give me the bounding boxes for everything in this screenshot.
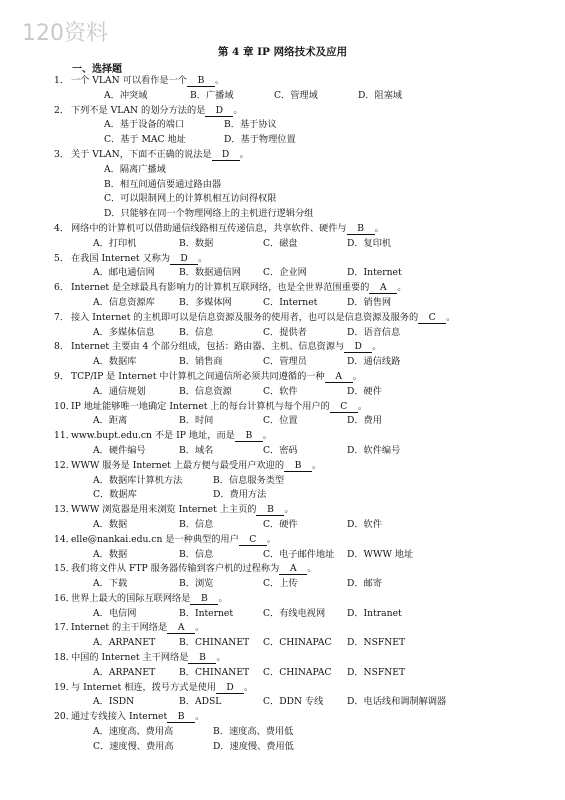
answer-blank: B xyxy=(187,75,215,87)
option: C．软件 xyxy=(263,385,298,397)
question-stem xyxy=(0,370,565,385)
option: B．数据通信网 xyxy=(179,267,241,279)
option-row xyxy=(0,577,565,592)
question-number: 18． xyxy=(54,652,75,664)
question-stem xyxy=(0,503,565,518)
question-number: 2． xyxy=(54,104,70,116)
option-row xyxy=(0,326,565,341)
option: A．ISDN xyxy=(93,696,135,708)
question-number: 19． xyxy=(54,681,75,693)
question-end: 。 xyxy=(284,504,294,516)
page-title: 第 4 章 IP 网络技术及应用 xyxy=(217,46,348,58)
option: C．硬件 xyxy=(263,518,298,530)
option-row xyxy=(0,192,565,207)
question-list xyxy=(0,74,565,755)
option-row xyxy=(0,548,565,563)
answer-blank: B xyxy=(190,593,218,605)
option: D．硬件 xyxy=(347,385,382,397)
question-stem xyxy=(0,340,565,355)
question-end: 。 xyxy=(307,563,317,575)
question-number: 10． xyxy=(54,400,75,412)
answer-blank: B xyxy=(284,460,312,472)
option: A．打印机 xyxy=(93,237,137,249)
question-text: 我们将文件从 FTP 服务器传输到客户机的过程称为 xyxy=(71,563,280,575)
option: B．相互间通信要通过路由器 xyxy=(104,178,222,190)
answer-blank: C xyxy=(330,401,358,413)
question-end: 。 xyxy=(446,311,456,323)
option: D．邮寄 xyxy=(347,578,382,590)
option: B．数据 xyxy=(179,237,214,249)
question-text: elle@nankai.edu.cn 是一种典型的用户 xyxy=(71,533,239,545)
question-stem xyxy=(0,222,565,237)
option-row xyxy=(0,266,565,281)
option: C．Internet xyxy=(263,296,318,308)
option: B．Internet xyxy=(179,607,234,619)
option: B．浏览 xyxy=(179,578,214,590)
option: A．邮电通信网 xyxy=(93,267,155,279)
option: C．上传 xyxy=(263,578,298,590)
option: A．电信网 xyxy=(93,607,137,619)
question-number: 17． xyxy=(54,622,75,634)
question-stem xyxy=(0,311,565,326)
question-text: Internet 的主干网络是 xyxy=(71,622,168,634)
option: C．密码 xyxy=(263,444,298,456)
answer-blank: D xyxy=(212,149,240,161)
question-number: 14． xyxy=(54,533,75,545)
option: D．费用 xyxy=(347,415,382,427)
question-number: 20． xyxy=(54,711,75,723)
option: B．销售商 xyxy=(179,356,223,368)
option: D．费用方法 xyxy=(213,489,267,501)
question-text: Internet 是全球最具有影响力的计算机互联网络，也是全世界范围重要的 xyxy=(71,282,370,294)
option: D．NSFNET xyxy=(347,637,406,649)
question-stem xyxy=(0,400,565,415)
option-row xyxy=(0,178,565,193)
question-text: Internet 主要由 4 个部分组成，包括：路由器、主机、信息资源与 xyxy=(71,341,345,353)
option-row xyxy=(0,385,565,400)
question-end: 。 xyxy=(195,622,205,634)
question-stem xyxy=(0,710,565,725)
question-number: 13． xyxy=(54,504,75,516)
option: C．CHINAPAC xyxy=(263,637,332,649)
option: C．DDN 专线 xyxy=(263,696,324,708)
question-end: 。 xyxy=(218,592,228,604)
question-number: 16． xyxy=(54,592,75,604)
option-row xyxy=(0,607,565,622)
question-end: 。 xyxy=(352,370,362,382)
option: A．数据库计算机方法 xyxy=(93,474,183,486)
option: B．CHINANET xyxy=(179,666,250,678)
option-row xyxy=(0,695,565,710)
option-row xyxy=(0,740,565,755)
section-title: 一、选择题 xyxy=(72,64,122,75)
option-row xyxy=(0,133,565,148)
option: B．广播域 xyxy=(190,89,234,101)
option: A．数据 xyxy=(93,548,128,560)
option: B．信息 xyxy=(179,548,214,560)
answer-blank: B xyxy=(235,430,263,442)
question-text: 通过专线接入 Internet xyxy=(71,711,168,723)
option: D．只能够在同一个物理网络上的主机进行逻辑分组 xyxy=(104,208,314,220)
option: D．软件编号 xyxy=(347,444,401,456)
option-row xyxy=(0,296,565,311)
option: D．基于物理位置 xyxy=(224,134,296,146)
option: D．复印机 xyxy=(347,237,392,249)
question-stem xyxy=(0,74,565,89)
question-text: 在我国 Internet 又称为 xyxy=(71,252,171,264)
answer-blank: C xyxy=(239,534,267,546)
option: C．管理员 xyxy=(263,356,307,368)
option: D．阻塞域 xyxy=(358,89,403,101)
option-row xyxy=(0,518,565,533)
question-end: 。 xyxy=(312,459,322,471)
question-stem xyxy=(0,592,565,607)
option: C．提供者 xyxy=(263,326,307,338)
option: D．软件 xyxy=(347,518,382,530)
question-end: 。 xyxy=(357,400,367,412)
option: C．速度慢、费用高 xyxy=(93,740,174,752)
option: B．多媒体网 xyxy=(179,296,232,308)
question-number: 15． xyxy=(54,563,75,575)
option-row xyxy=(0,89,565,104)
question-number: 11． xyxy=(54,430,75,442)
answer-blank: D xyxy=(344,341,372,353)
option: B．时间 xyxy=(179,415,214,427)
question-text: WWW 浏览器是用来浏览 Internet 上主页的 xyxy=(71,504,257,516)
option-row xyxy=(0,355,565,370)
question-number: 8． xyxy=(54,341,70,353)
question-end: 。 xyxy=(239,148,249,160)
option: D．WWW 地址 xyxy=(347,548,414,560)
option: A．信息资源库 xyxy=(93,296,155,308)
question-number: 1． xyxy=(54,75,70,86)
question-end: 。 xyxy=(198,252,208,264)
question-end: 。 xyxy=(195,711,205,723)
question-stem xyxy=(0,459,565,474)
question-text: 下列不是 VLAN 的划分方法的是 xyxy=(71,104,206,116)
option: C．位置 xyxy=(263,415,298,427)
question-stem xyxy=(0,281,565,296)
option: B．基于协议 xyxy=(224,119,277,131)
option: D．语音信息 xyxy=(347,326,401,338)
option: B．ADSL xyxy=(179,696,222,708)
option-row xyxy=(0,474,565,489)
option: D．通信线路 xyxy=(347,356,401,368)
option-row xyxy=(0,207,565,222)
question-text: 接入 Internet 的主机即可以是信息资源及服务的使用者，也可以是信息资源及服务的 xyxy=(71,311,419,323)
question-number: 4． xyxy=(54,222,70,234)
option: C．数据库 xyxy=(93,489,137,501)
answer-blank: B xyxy=(256,504,284,516)
option: A．ARPANET xyxy=(93,666,156,678)
option: A．数据 xyxy=(93,518,128,530)
option: C．管理域 xyxy=(274,89,318,101)
question-end: 。 xyxy=(262,430,273,442)
option: A．多媒体信息 xyxy=(93,326,155,338)
option: D．速度慢、费用低 xyxy=(213,740,294,752)
option: A．通信规划 xyxy=(93,385,146,397)
option: B．域名 xyxy=(179,444,214,456)
option: A．速度高、费用高 xyxy=(93,726,174,738)
question-number: 12． xyxy=(54,459,75,471)
option-row xyxy=(0,444,565,459)
question-text: 世界上最大的国际互联网络是 xyxy=(71,592,191,604)
option-row xyxy=(0,163,565,178)
option-row xyxy=(0,237,565,252)
option: B．信息 xyxy=(179,326,214,338)
question-text: 关于 VLAN，下面不正确的说法是 xyxy=(71,148,212,160)
option: A．数据库 xyxy=(93,356,137,368)
question-stem xyxy=(0,562,565,577)
option: D．销售网 xyxy=(347,296,392,308)
answer-blank: B xyxy=(167,711,195,723)
answer-blank: A xyxy=(167,622,195,634)
question-text: IP 地址能够唯一地确定 Internet 上的每台计算机与每个用户的 xyxy=(71,400,330,412)
answer-blank: A xyxy=(369,282,397,294)
question-number: 9． xyxy=(54,370,70,382)
question-stem xyxy=(0,148,565,163)
question-number: 3． xyxy=(54,148,70,160)
option: B．信息 xyxy=(179,518,214,530)
answer-blank: C xyxy=(418,312,446,324)
option: A．ARPANET xyxy=(93,637,156,649)
watermark-logo: 120资料 xyxy=(22,21,108,46)
question-text: 中国的 Internet 主干网络是 xyxy=(71,652,189,664)
option-row xyxy=(0,725,565,740)
question-number: 7． xyxy=(54,311,70,323)
option: C．电子邮件地址 xyxy=(263,548,335,560)
option: A．距离 xyxy=(93,415,128,427)
question-end: 。 xyxy=(374,222,384,234)
answer-blank: B xyxy=(188,652,216,664)
option: D．NSFNET xyxy=(347,666,406,678)
option: C．有线电视网 xyxy=(263,607,326,619)
question-text: 一个 VLAN 可以看作是一个 xyxy=(71,75,187,86)
question-text: www.bupt.edu.cn 不是 IP 地址，而是 xyxy=(71,430,235,442)
question-end: 。 xyxy=(214,75,225,86)
question-end: 。 xyxy=(266,533,276,545)
question-stem xyxy=(0,651,565,666)
option: A．下载 xyxy=(93,578,128,590)
option-row xyxy=(0,118,565,133)
question-stem xyxy=(0,104,565,119)
answer-blank: D xyxy=(205,105,233,117)
question-end: 。 xyxy=(233,104,243,116)
option: C．CHINAPAC xyxy=(263,666,332,678)
answer-blank: B xyxy=(347,223,375,235)
question-stem xyxy=(0,252,565,267)
question-end: 。 xyxy=(372,341,382,353)
option: B．信息资源 xyxy=(179,385,232,397)
question-text: TCP/IP 是 Internet 中计算机之间通信所必须共同遵循的一种 xyxy=(71,370,325,382)
question-stem xyxy=(0,621,565,636)
question-end: 。 xyxy=(244,681,254,693)
question-text: 网络中的计算机可以借助通信线路相互传递信息，共享软件、硬件与 xyxy=(71,222,347,234)
answer-blank: D xyxy=(216,682,244,694)
option-row xyxy=(0,414,565,429)
question-end: 。 xyxy=(216,652,226,664)
question-number: 5． xyxy=(54,252,70,264)
option: A．隔离广播域 xyxy=(104,163,166,175)
option-row xyxy=(0,666,565,681)
option: D．Intranet xyxy=(347,607,402,619)
option: B．速度高、费用低 xyxy=(213,726,294,738)
answer-blank: A xyxy=(279,563,307,575)
option: D．电话线和调制解调器 xyxy=(347,696,447,708)
answer-blank: A xyxy=(325,371,353,383)
option: D．Internet xyxy=(347,267,402,279)
option: C．磁盘 xyxy=(263,237,298,249)
option: A．硬件编号 xyxy=(93,444,146,456)
option: B．信息服务类型 xyxy=(213,474,285,486)
option: C．可以限制网上的计算机相互访问得权限 xyxy=(104,193,277,205)
option: A．基于设备的端口 xyxy=(104,119,185,131)
question-text: 与 Internet 相连，拨号方式是使用 xyxy=(71,681,217,693)
question-stem xyxy=(0,429,565,444)
question-stem xyxy=(0,533,565,548)
question-stem xyxy=(0,681,565,696)
option: C．企业网 xyxy=(263,267,307,279)
option: C．基于 MAC 地址 xyxy=(104,134,186,146)
option: A．冲突域 xyxy=(104,89,148,101)
question-end: 。 xyxy=(397,282,407,294)
question-text: WWW 服务是 Internet 上最方便与最受用户欢迎的 xyxy=(71,459,285,471)
question-number: 6． xyxy=(54,282,70,294)
option-row xyxy=(0,636,565,651)
option-row xyxy=(0,488,565,503)
option: B．CHINANET xyxy=(179,637,250,649)
answer-blank: D xyxy=(170,253,198,265)
